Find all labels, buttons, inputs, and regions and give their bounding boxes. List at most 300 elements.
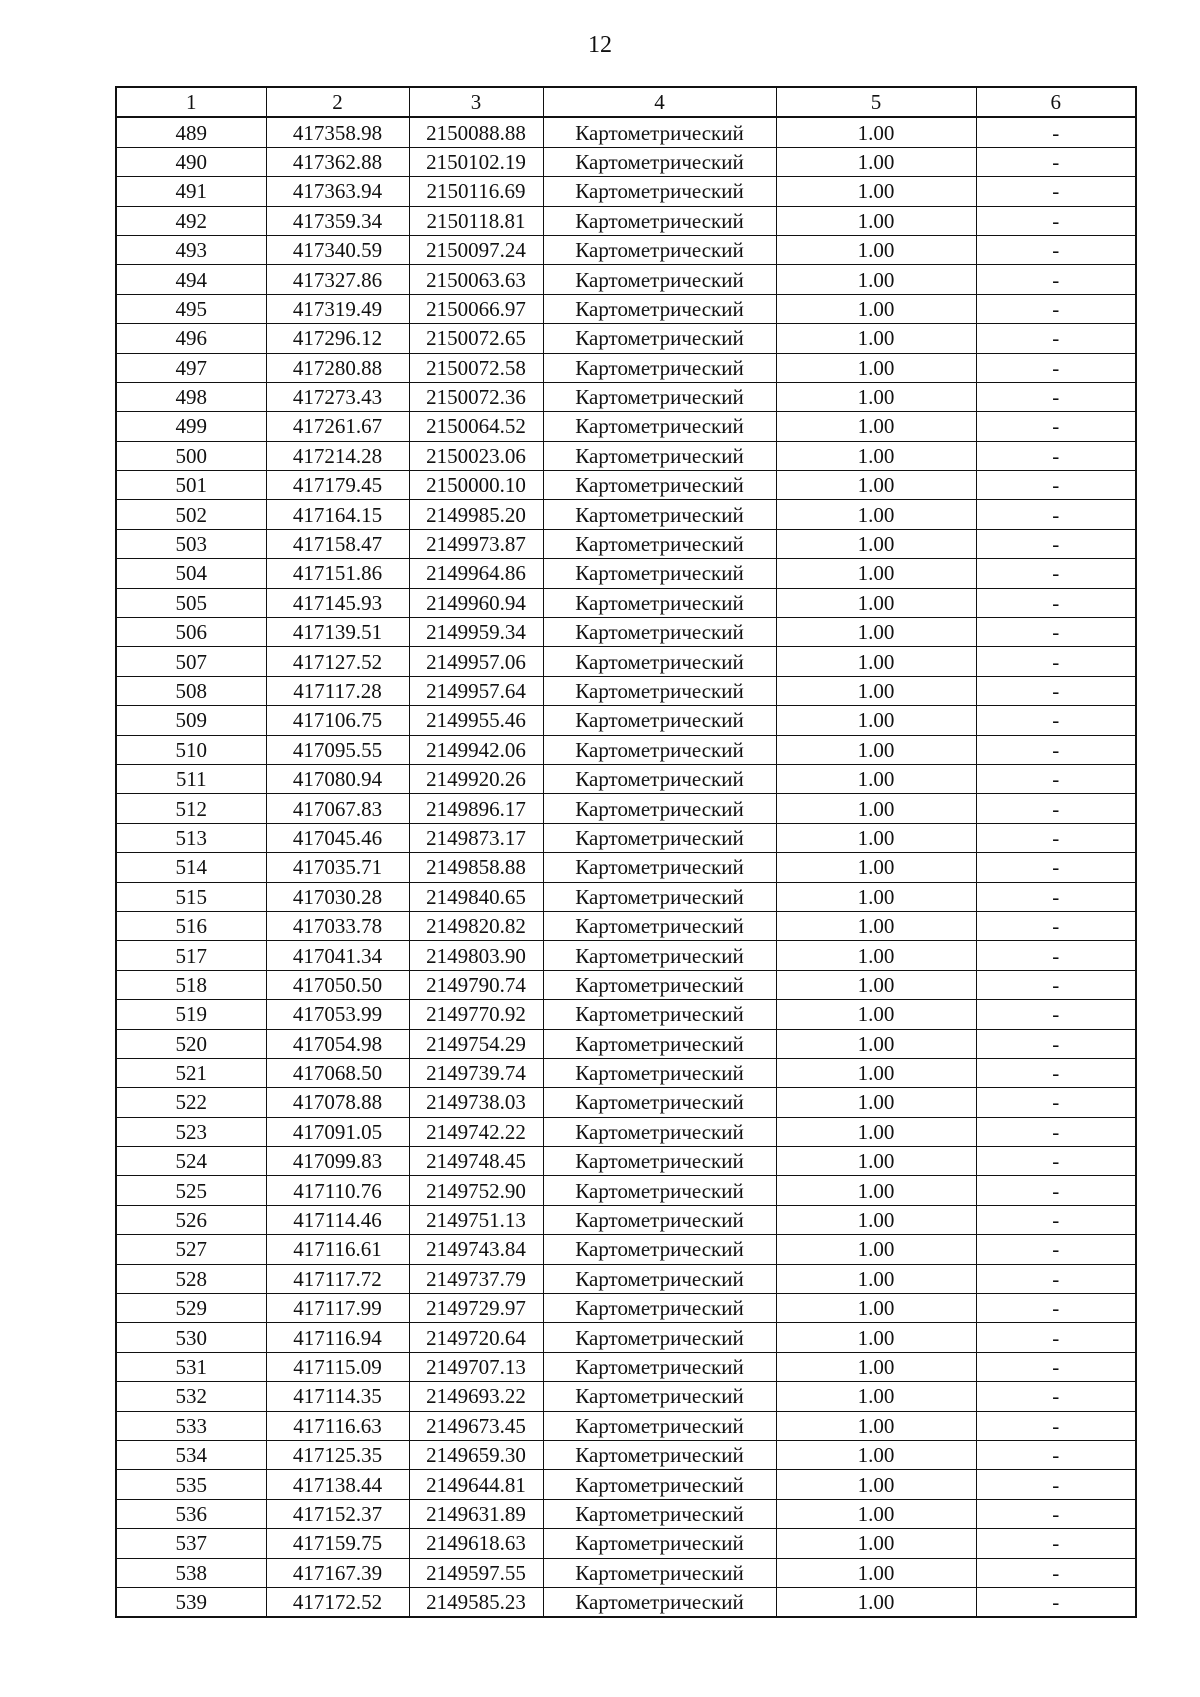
note-cell: - <box>976 559 1136 588</box>
note-cell: - <box>976 1058 1136 1087</box>
accuracy-cell: 1.00 <box>776 265 976 294</box>
table-row <box>116 559 1136 588</box>
y-coordinate-cell: 2149957.06 <box>409 647 543 676</box>
method-cell: Картометрический <box>543 353 776 382</box>
table-row <box>116 1235 1136 1264</box>
y-coordinate-cell: 2149955.46 <box>409 706 543 735</box>
accuracy-cell: 1.00 <box>776 706 976 735</box>
coordinates-table <box>115 86 1137 1618</box>
x-coordinate-cell: 417117.28 <box>266 676 409 705</box>
method-cell: Картометрический <box>543 794 776 823</box>
point-number-cell: 516 <box>116 911 266 940</box>
x-coordinate-cell: 417139.51 <box>266 618 409 647</box>
accuracy-cell: 1.00 <box>776 117 976 147</box>
method-cell: Картометрический <box>543 1323 776 1352</box>
column-header-2: 2 <box>266 87 409 117</box>
note-cell: - <box>976 412 1136 441</box>
table-row <box>116 1499 1136 1528</box>
method-cell: Картометрический <box>543 177 776 206</box>
method-cell: Картометрический <box>543 1382 776 1411</box>
accuracy-cell: 1.00 <box>776 412 976 441</box>
method-cell: Картометрический <box>543 764 776 793</box>
y-coordinate-cell: 2149597.55 <box>409 1558 543 1587</box>
note-cell: - <box>976 618 1136 647</box>
x-coordinate-cell: 417179.45 <box>266 471 409 500</box>
x-coordinate-cell: 417091.05 <box>266 1117 409 1146</box>
x-coordinate-cell: 417327.86 <box>266 265 409 294</box>
accuracy-cell: 1.00 <box>776 1294 976 1323</box>
y-coordinate-cell: 2149973.87 <box>409 529 543 558</box>
method-cell: Картометрический <box>543 1235 776 1264</box>
point-number-cell: 502 <box>116 500 266 529</box>
note-cell: - <box>976 1499 1136 1528</box>
table-row <box>116 471 1136 500</box>
table-row <box>116 235 1136 264</box>
method-cell: Картометрический <box>543 1529 776 1558</box>
accuracy-cell: 1.00 <box>776 970 976 999</box>
point-number-cell: 498 <box>116 382 266 411</box>
method-cell: Картометрический <box>543 1264 776 1293</box>
table-row <box>116 382 1136 411</box>
y-coordinate-cell: 2150072.36 <box>409 382 543 411</box>
y-coordinate-cell: 2149754.29 <box>409 1029 543 1058</box>
accuracy-cell: 1.00 <box>776 735 976 764</box>
table-row <box>116 1440 1136 1469</box>
method-cell: Картометрический <box>543 647 776 676</box>
method-cell: Картометрический <box>543 618 776 647</box>
y-coordinate-cell: 2150116.69 <box>409 177 543 206</box>
table-row <box>116 1176 1136 1205</box>
table-row <box>116 441 1136 470</box>
method-cell: Картометрический <box>543 1000 776 1029</box>
note-cell: - <box>976 117 1136 147</box>
point-number-cell: 494 <box>116 265 266 294</box>
note-cell: - <box>976 676 1136 705</box>
table-row <box>116 706 1136 735</box>
table-row <box>116 353 1136 382</box>
method-cell: Картометрический <box>543 941 776 970</box>
y-coordinate-cell: 2149739.74 <box>409 1058 543 1087</box>
y-coordinate-cell: 2149693.22 <box>409 1382 543 1411</box>
method-cell: Картометрический <box>543 706 776 735</box>
x-coordinate-cell: 417340.59 <box>266 235 409 264</box>
method-cell: Картометрический <box>543 117 776 147</box>
note-cell: - <box>976 471 1136 500</box>
method-cell: Картометрический <box>543 1117 776 1146</box>
point-number-cell: 522 <box>116 1088 266 1117</box>
point-number-cell: 527 <box>116 1235 266 1264</box>
note-cell: - <box>976 1029 1136 1058</box>
table-row <box>116 1529 1136 1558</box>
y-coordinate-cell: 2149959.34 <box>409 618 543 647</box>
note-cell: - <box>976 1205 1136 1234</box>
note-cell: - <box>976 529 1136 558</box>
x-coordinate-cell: 417054.98 <box>266 1029 409 1058</box>
column-header-5: 5 <box>776 87 976 117</box>
method-cell: Картометрический <box>543 529 776 558</box>
method-cell: Картометрический <box>543 882 776 911</box>
table-row <box>116 1411 1136 1440</box>
point-number-cell: 507 <box>116 647 266 676</box>
column-header-4: 4 <box>543 87 776 117</box>
note-cell: - <box>976 1558 1136 1587</box>
y-coordinate-cell: 2149631.89 <box>409 1499 543 1528</box>
point-number-cell: 501 <box>116 471 266 500</box>
table-row <box>116 911 1136 940</box>
y-coordinate-cell: 2149751.13 <box>409 1205 543 1234</box>
x-coordinate-cell: 417363.94 <box>266 177 409 206</box>
y-coordinate-cell: 2149840.65 <box>409 882 543 911</box>
note-cell: - <box>976 882 1136 911</box>
x-coordinate-cell: 417145.93 <box>266 588 409 617</box>
point-number-cell: 513 <box>116 823 266 852</box>
x-coordinate-cell: 417116.63 <box>266 1411 409 1440</box>
table-row <box>116 882 1136 911</box>
accuracy-cell: 1.00 <box>776 647 976 676</box>
method-cell: Картометрический <box>543 265 776 294</box>
point-number-cell: 517 <box>116 941 266 970</box>
y-coordinate-cell: 2150063.63 <box>409 265 543 294</box>
x-coordinate-cell: 417358.98 <box>266 117 409 147</box>
y-coordinate-cell: 2149742.22 <box>409 1117 543 1146</box>
point-number-cell: 509 <box>116 706 266 735</box>
y-coordinate-cell: 2149743.84 <box>409 1235 543 1264</box>
accuracy-cell: 1.00 <box>776 1529 976 1558</box>
point-number-cell: 528 <box>116 1264 266 1293</box>
method-cell: Картометрический <box>543 1352 776 1381</box>
point-number-cell: 491 <box>116 177 266 206</box>
y-coordinate-cell: 2150118.81 <box>409 206 543 235</box>
table-row <box>116 1294 1136 1323</box>
note-cell: - <box>976 823 1136 852</box>
x-coordinate-cell: 417158.47 <box>266 529 409 558</box>
accuracy-cell: 1.00 <box>776 1499 976 1528</box>
point-number-cell: 504 <box>116 559 266 588</box>
table-row <box>116 1470 1136 1499</box>
point-number-cell: 521 <box>116 1058 266 1087</box>
accuracy-cell: 1.00 <box>776 794 976 823</box>
table-body <box>116 117 1136 1617</box>
point-number-cell: 536 <box>116 1499 266 1528</box>
y-coordinate-cell: 2149803.90 <box>409 941 543 970</box>
x-coordinate-cell: 417138.44 <box>266 1470 409 1499</box>
x-coordinate-cell: 417296.12 <box>266 324 409 353</box>
table-row <box>116 1205 1136 1234</box>
method-cell: Картометрический <box>543 294 776 323</box>
accuracy-cell: 1.00 <box>776 235 976 264</box>
accuracy-cell: 1.00 <box>776 147 976 176</box>
point-number-cell: 495 <box>116 294 266 323</box>
method-cell: Картометрический <box>543 1558 776 1587</box>
table-header <box>116 87 1136 117</box>
note-cell: - <box>976 794 1136 823</box>
method-cell: Картометрический <box>543 1470 776 1499</box>
note-cell: - <box>976 970 1136 999</box>
note-cell: - <box>976 911 1136 940</box>
accuracy-cell: 1.00 <box>776 1558 976 1587</box>
accuracy-cell: 1.00 <box>776 529 976 558</box>
table-row <box>116 1088 1136 1117</box>
table-row <box>116 941 1136 970</box>
accuracy-cell: 1.00 <box>776 1440 976 1469</box>
method-cell: Картометрический <box>543 382 776 411</box>
point-number-cell: 538 <box>116 1558 266 1587</box>
x-coordinate-cell: 417080.94 <box>266 764 409 793</box>
x-coordinate-cell: 417362.88 <box>266 147 409 176</box>
note-cell: - <box>976 1587 1136 1617</box>
y-coordinate-cell: 2149942.06 <box>409 735 543 764</box>
note-cell: - <box>976 1440 1136 1469</box>
x-coordinate-cell: 417127.52 <box>266 647 409 676</box>
point-number-cell: 489 <box>116 117 266 147</box>
accuracy-cell: 1.00 <box>776 559 976 588</box>
x-coordinate-cell: 417068.50 <box>266 1058 409 1087</box>
note-cell: - <box>976 206 1136 235</box>
point-number-cell: 493 <box>116 235 266 264</box>
method-cell: Картометрический <box>543 676 776 705</box>
column-header-6: 6 <box>976 87 1136 117</box>
x-coordinate-cell: 417125.35 <box>266 1440 409 1469</box>
method-cell: Картометрический <box>543 1147 776 1176</box>
table-row <box>116 1117 1136 1146</box>
note-cell: - <box>976 265 1136 294</box>
x-coordinate-cell: 417280.88 <box>266 353 409 382</box>
x-coordinate-cell: 417110.76 <box>266 1176 409 1205</box>
method-cell: Картометрический <box>543 1058 776 1087</box>
table-row <box>116 147 1136 176</box>
accuracy-cell: 1.00 <box>776 911 976 940</box>
point-number-cell: 525 <box>116 1176 266 1205</box>
note-cell: - <box>976 1294 1136 1323</box>
x-coordinate-cell: 417151.86 <box>266 559 409 588</box>
method-cell: Картометрический <box>543 441 776 470</box>
y-coordinate-cell: 2149820.82 <box>409 911 543 940</box>
x-coordinate-cell: 417067.83 <box>266 794 409 823</box>
x-coordinate-cell: 417172.52 <box>266 1587 409 1617</box>
note-cell: - <box>976 1117 1136 1146</box>
y-coordinate-cell: 2149858.88 <box>409 853 543 882</box>
point-number-cell: 515 <box>116 882 266 911</box>
method-cell: Картометрический <box>543 588 776 617</box>
accuracy-cell: 1.00 <box>776 676 976 705</box>
point-number-cell: 514 <box>116 853 266 882</box>
point-number-cell: 533 <box>116 1411 266 1440</box>
y-coordinate-cell: 2150088.88 <box>409 117 543 147</box>
accuracy-cell: 1.00 <box>776 764 976 793</box>
y-coordinate-cell: 2149920.26 <box>409 764 543 793</box>
x-coordinate-cell: 417035.71 <box>266 853 409 882</box>
y-coordinate-cell: 2150102.19 <box>409 147 543 176</box>
point-number-cell: 505 <box>116 588 266 617</box>
method-cell: Картометрический <box>543 823 776 852</box>
method-cell: Картометрический <box>543 206 776 235</box>
x-coordinate-cell: 417117.99 <box>266 1294 409 1323</box>
note-cell: - <box>976 1264 1136 1293</box>
y-coordinate-cell: 2150066.97 <box>409 294 543 323</box>
accuracy-cell: 1.00 <box>776 206 976 235</box>
accuracy-cell: 1.00 <box>776 1117 976 1146</box>
point-number-cell: 518 <box>116 970 266 999</box>
accuracy-cell: 1.00 <box>776 1176 976 1205</box>
accuracy-cell: 1.00 <box>776 353 976 382</box>
table-row <box>116 588 1136 617</box>
table-row <box>116 117 1136 147</box>
x-coordinate-cell: 417053.99 <box>266 1000 409 1029</box>
y-coordinate-cell: 2149790.74 <box>409 970 543 999</box>
accuracy-cell: 1.00 <box>776 853 976 882</box>
point-number-cell: 510 <box>116 735 266 764</box>
x-coordinate-cell: 417273.43 <box>266 382 409 411</box>
table-row <box>116 206 1136 235</box>
table-row <box>116 177 1136 206</box>
accuracy-cell: 1.00 <box>776 177 976 206</box>
note-cell: - <box>976 324 1136 353</box>
accuracy-cell: 1.00 <box>776 1147 976 1176</box>
point-number-cell: 490 <box>116 147 266 176</box>
point-number-cell: 519 <box>116 1000 266 1029</box>
method-cell: Картометрический <box>543 853 776 882</box>
note-cell: - <box>976 706 1136 735</box>
note-cell: - <box>976 235 1136 264</box>
table-row <box>116 529 1136 558</box>
point-number-cell: 534 <box>116 1440 266 1469</box>
y-coordinate-cell: 2149770.92 <box>409 1000 543 1029</box>
method-cell: Картометрический <box>543 1411 776 1440</box>
y-coordinate-cell: 2149896.17 <box>409 794 543 823</box>
accuracy-cell: 1.00 <box>776 1029 976 1058</box>
note-cell: - <box>976 588 1136 617</box>
method-cell: Картометрический <box>543 1205 776 1234</box>
point-number-cell: 500 <box>116 441 266 470</box>
method-cell: Картометрический <box>543 1088 776 1117</box>
x-coordinate-cell: 417099.83 <box>266 1147 409 1176</box>
accuracy-cell: 1.00 <box>776 1264 976 1293</box>
table-row <box>116 1058 1136 1087</box>
accuracy-cell: 1.00 <box>776 1205 976 1234</box>
column-header-1: 1 <box>116 87 266 117</box>
table-row <box>116 412 1136 441</box>
table-row <box>116 294 1136 323</box>
method-cell: Картометрический <box>543 1587 776 1617</box>
note-cell: - <box>976 1382 1136 1411</box>
accuracy-cell: 1.00 <box>776 1000 976 1029</box>
x-coordinate-cell: 417261.67 <box>266 412 409 441</box>
note-cell: - <box>976 941 1136 970</box>
table-row <box>116 1587 1136 1617</box>
y-coordinate-cell: 2149873.17 <box>409 823 543 852</box>
y-coordinate-cell: 2149720.64 <box>409 1323 543 1352</box>
method-cell: Картометрический <box>543 471 776 500</box>
y-coordinate-cell: 2149748.45 <box>409 1147 543 1176</box>
method-cell: Картометрический <box>543 147 776 176</box>
note-cell: - <box>976 1323 1136 1352</box>
note-cell: - <box>976 735 1136 764</box>
note-cell: - <box>976 294 1136 323</box>
y-coordinate-cell: 2149737.79 <box>409 1264 543 1293</box>
accuracy-cell: 1.00 <box>776 1088 976 1117</box>
y-coordinate-cell: 2150097.24 <box>409 235 543 264</box>
method-cell: Картометрический <box>543 412 776 441</box>
y-coordinate-cell: 2150064.52 <box>409 412 543 441</box>
accuracy-cell: 1.00 <box>776 1382 976 1411</box>
x-coordinate-cell: 417106.75 <box>266 706 409 735</box>
table-row <box>116 1000 1136 1029</box>
y-coordinate-cell: 2149957.64 <box>409 676 543 705</box>
column-header-3: 3 <box>409 87 543 117</box>
y-coordinate-cell: 2149960.94 <box>409 588 543 617</box>
accuracy-cell: 1.00 <box>776 1411 976 1440</box>
point-number-cell: 529 <box>116 1294 266 1323</box>
page-number: 12 <box>588 32 612 58</box>
table-row <box>116 764 1136 793</box>
point-number-cell: 511 <box>116 764 266 793</box>
table-row <box>116 1352 1136 1381</box>
note-cell: - <box>976 1235 1136 1264</box>
table-row <box>116 647 1136 676</box>
table-row <box>116 735 1136 764</box>
table-row <box>116 1323 1136 1352</box>
point-number-cell: 492 <box>116 206 266 235</box>
method-cell: Картометрический <box>543 1499 776 1528</box>
x-coordinate-cell: 417159.75 <box>266 1529 409 1558</box>
x-coordinate-cell: 417115.09 <box>266 1352 409 1381</box>
y-coordinate-cell: 2150072.58 <box>409 353 543 382</box>
note-cell: - <box>976 1000 1136 1029</box>
method-cell: Картометрический <box>543 324 776 353</box>
accuracy-cell: 1.00 <box>776 500 976 529</box>
table-row <box>116 794 1136 823</box>
accuracy-cell: 1.00 <box>776 1058 976 1087</box>
point-number-cell: 508 <box>116 676 266 705</box>
note-cell: - <box>976 147 1136 176</box>
point-number-cell: 535 <box>116 1470 266 1499</box>
y-coordinate-cell: 2149985.20 <box>409 500 543 529</box>
x-coordinate-cell: 417167.39 <box>266 1558 409 1587</box>
point-number-cell: 506 <box>116 618 266 647</box>
x-coordinate-cell: 417214.28 <box>266 441 409 470</box>
point-number-cell: 524 <box>116 1147 266 1176</box>
x-coordinate-cell: 417359.34 <box>266 206 409 235</box>
note-cell: - <box>976 764 1136 793</box>
y-coordinate-cell: 2149738.03 <box>409 1088 543 1117</box>
x-coordinate-cell: 417050.50 <box>266 970 409 999</box>
point-number-cell: 523 <box>116 1117 266 1146</box>
y-coordinate-cell: 2149659.30 <box>409 1440 543 1469</box>
x-coordinate-cell: 417116.94 <box>266 1323 409 1352</box>
accuracy-cell: 1.00 <box>776 441 976 470</box>
y-coordinate-cell: 2149644.81 <box>409 1470 543 1499</box>
table-row <box>116 1558 1136 1587</box>
point-number-cell: 503 <box>116 529 266 558</box>
x-coordinate-cell: 417095.55 <box>266 735 409 764</box>
point-number-cell: 512 <box>116 794 266 823</box>
table-row <box>116 265 1136 294</box>
x-coordinate-cell: 417030.28 <box>266 882 409 911</box>
point-number-cell: 497 <box>116 353 266 382</box>
point-number-cell: 530 <box>116 1323 266 1352</box>
accuracy-cell: 1.00 <box>776 324 976 353</box>
method-cell: Картометрический <box>543 1294 776 1323</box>
table-row <box>116 676 1136 705</box>
note-cell: - <box>976 1352 1136 1381</box>
table-row <box>116 1264 1136 1293</box>
accuracy-cell: 1.00 <box>776 588 976 617</box>
point-number-cell: 496 <box>116 324 266 353</box>
x-coordinate-cell: 417164.15 <box>266 500 409 529</box>
note-cell: - <box>976 1411 1136 1440</box>
point-number-cell: 520 <box>116 1029 266 1058</box>
y-coordinate-cell: 2149707.13 <box>409 1352 543 1381</box>
